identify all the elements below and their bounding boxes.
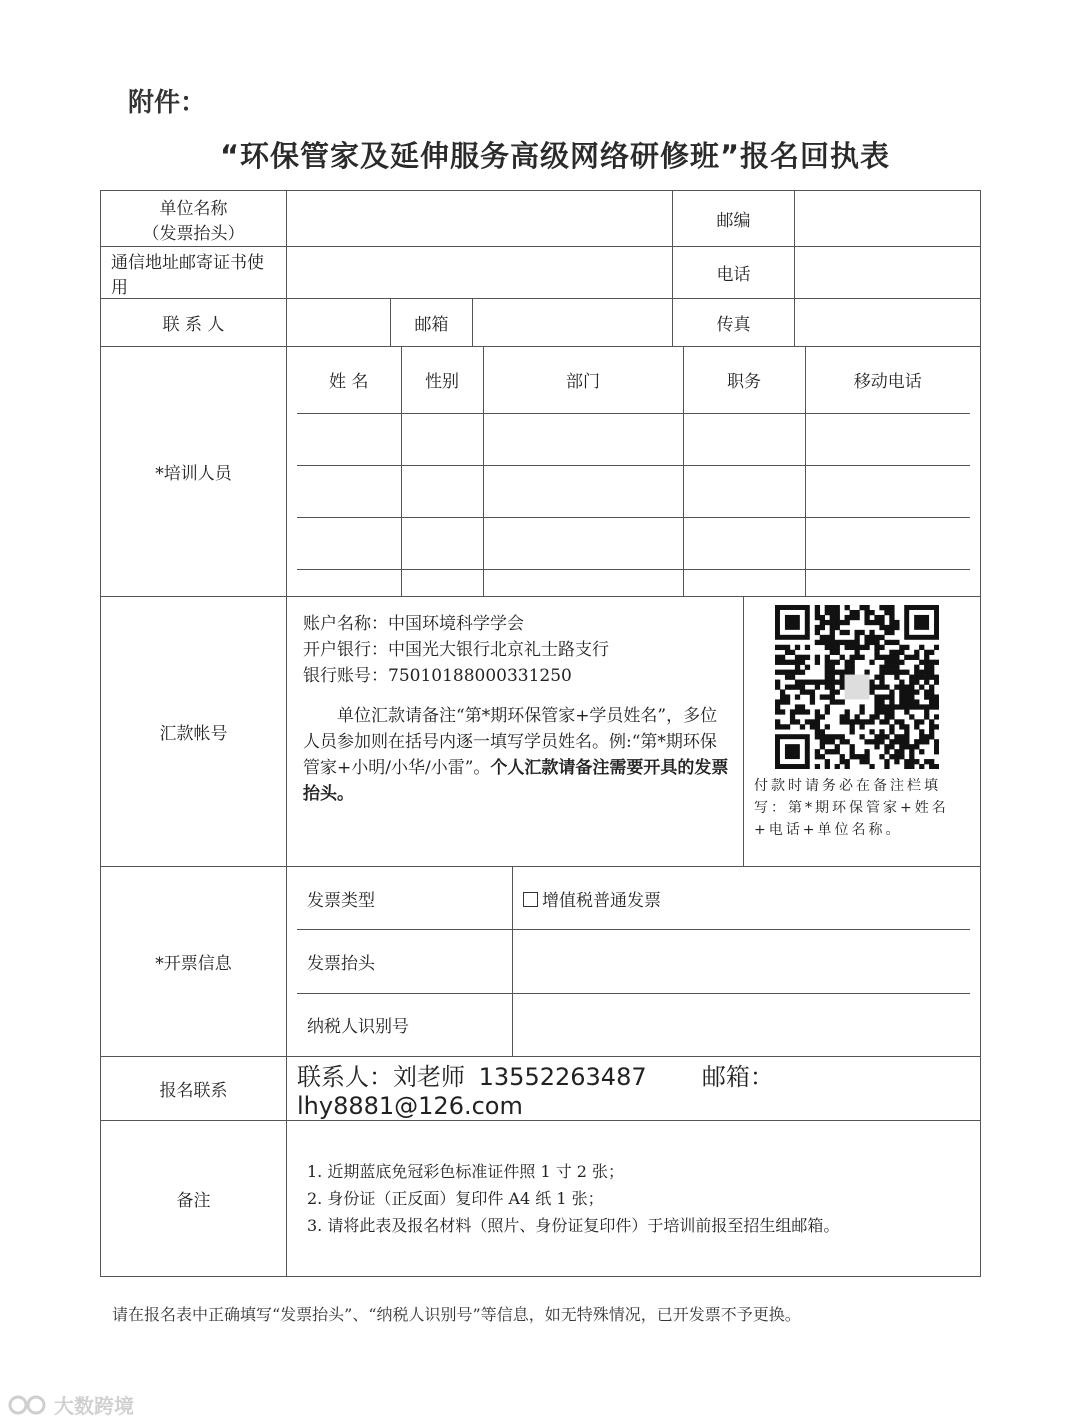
trainee-cell[interactable] [401, 570, 483, 596]
trainees-label: *培训人员 [101, 347, 287, 597]
trainees-table [297, 347, 970, 596]
account-name: 账户名称：中国环境科学学会 [303, 614, 524, 634]
tax-id-label: 纳税人识别号 [297, 993, 513, 1056]
address-field[interactable] [287, 247, 673, 299]
watermark: 大数跨境 [8, 1390, 134, 1419]
trainee-cell[interactable] [297, 413, 401, 465]
trainee-cell[interactable] [805, 413, 970, 465]
signup-contact [287, 1057, 981, 1121]
postcode-field[interactable] [795, 191, 981, 247]
account-number: 银行账号：75010188000331250 [303, 666, 572, 686]
watermark-logo-icon [8, 1393, 48, 1417]
trainee-row [297, 413, 970, 465]
trainee-cell[interactable] [401, 518, 483, 570]
registration-form [100, 190, 981, 1277]
signup-phone: 13552263487 [478, 1063, 647, 1091]
address-label: 通信地址邮寄证书使用 [101, 247, 287, 299]
signup-email: 邮箱：lhy8881@126.com [297, 1063, 774, 1120]
email-field[interactable] [473, 299, 673, 347]
trainee-cell[interactable] [297, 570, 401, 596]
remark-item: 1. 近期蓝底免冠彩色标准证件照 1 寸 2 张； [307, 1162, 625, 1181]
qr-caption: 付款时请务必在备注栏填写：第*期环保管家+姓名+电话+单位名称。 [754, 778, 949, 838]
header-position: 职务 [683, 347, 805, 413]
trainee-cell[interactable] [805, 570, 970, 596]
invoice-label: *开票信息 [101, 867, 287, 1057]
invoice-type-option[interactable]: 增值税普通发票 [513, 867, 971, 930]
trainee-cell[interactable] [401, 413, 483, 465]
trainees-section [287, 347, 981, 597]
contact-person-field[interactable] [287, 299, 391, 347]
unit-name-field[interactable] [287, 191, 673, 247]
trainee-cell[interactable] [805, 518, 970, 570]
qr-code-icon [775, 605, 939, 769]
signup-label: 报名联系 [101, 1057, 287, 1121]
trainee-cell[interactable] [297, 518, 401, 570]
trainee-cell[interactable] [401, 465, 483, 517]
checkbox-icon[interactable] [523, 892, 538, 907]
phone-label: 电话 [673, 247, 795, 299]
fax-label: 传真 [673, 299, 795, 347]
trainee-cell[interactable] [683, 465, 805, 517]
trainee-cell[interactable] [483, 518, 683, 570]
invoice-title-field[interactable] [513, 930, 971, 994]
remark-item: 3. 请将此表及报名材料（照片、身份证复印件）于培训前报至招生组邮箱。 [307, 1216, 840, 1235]
header-department: 部门 [483, 347, 683, 413]
remarks-content [287, 1121, 981, 1277]
page-title: “环保管家及延伸服务高级网络研修班”报名回执表 [219, 139, 891, 173]
trainee-cell[interactable] [683, 570, 805, 596]
invoice-table [297, 867, 970, 1056]
invoice-type-label: 发票类型 [297, 867, 513, 930]
header-name: 姓 名 [297, 347, 401, 413]
qr-section [743, 597, 970, 866]
phone-field[interactable] [795, 247, 981, 299]
fax-field[interactable] [795, 299, 981, 347]
contact-person-label: 联 系 人 [101, 299, 287, 347]
signup-contact-person: 联系人：刘老师 [297, 1063, 465, 1091]
email-label: 邮箱 [391, 299, 473, 347]
remarks-label: 备注 [101, 1121, 287, 1277]
tax-id-field[interactable] [513, 993, 971, 1056]
trainee-row [297, 465, 970, 517]
invoice-section [287, 867, 981, 1057]
trainee-row [297, 570, 970, 596]
trainee-cell[interactable] [297, 465, 401, 517]
invoice-title-label: 发票抬头 [297, 930, 513, 994]
trainee-cell[interactable] [483, 413, 683, 465]
header-mobile: 移动电话 [805, 347, 970, 413]
unit-name-label: 单位名称 （发票抬头） [101, 191, 287, 247]
postcode-label: 邮编 [673, 191, 795, 247]
payment-section [287, 597, 981, 867]
trainee-cell[interactable] [483, 570, 683, 596]
remark-item: 2. 身份证（正反面）复印件 A4 纸 1 张； [307, 1189, 604, 1208]
footer-note: 请在报名表中正确填写“发票抬头”、“纳税人识别号”等信息，如无特殊情况，已开发票不予更换。 [112, 1305, 801, 1324]
remit-label: 汇款帐号 [101, 597, 287, 867]
payment-note: 单位汇款请备注“第*期环保管家+学员姓名”，多位人员参加则在括号内逐一填写学员姓名。例:“第*期环保管家+小明/小华/小雷”。个人汇款请备注需要开具的发票抬头。 [303, 706, 729, 804]
trainee-row [297, 518, 970, 570]
attachment-label: 附件： [128, 88, 207, 118]
payment-info [297, 597, 743, 866]
trainee-cell[interactable] [483, 465, 683, 517]
header-gender: 性别 [401, 347, 483, 413]
trainee-cell[interactable] [805, 465, 970, 517]
bank-name: 开户银行：中国光大银行北京礼士路支行 [303, 640, 609, 660]
trainee-cell[interactable] [683, 518, 805, 570]
trainee-cell[interactable] [683, 413, 805, 465]
